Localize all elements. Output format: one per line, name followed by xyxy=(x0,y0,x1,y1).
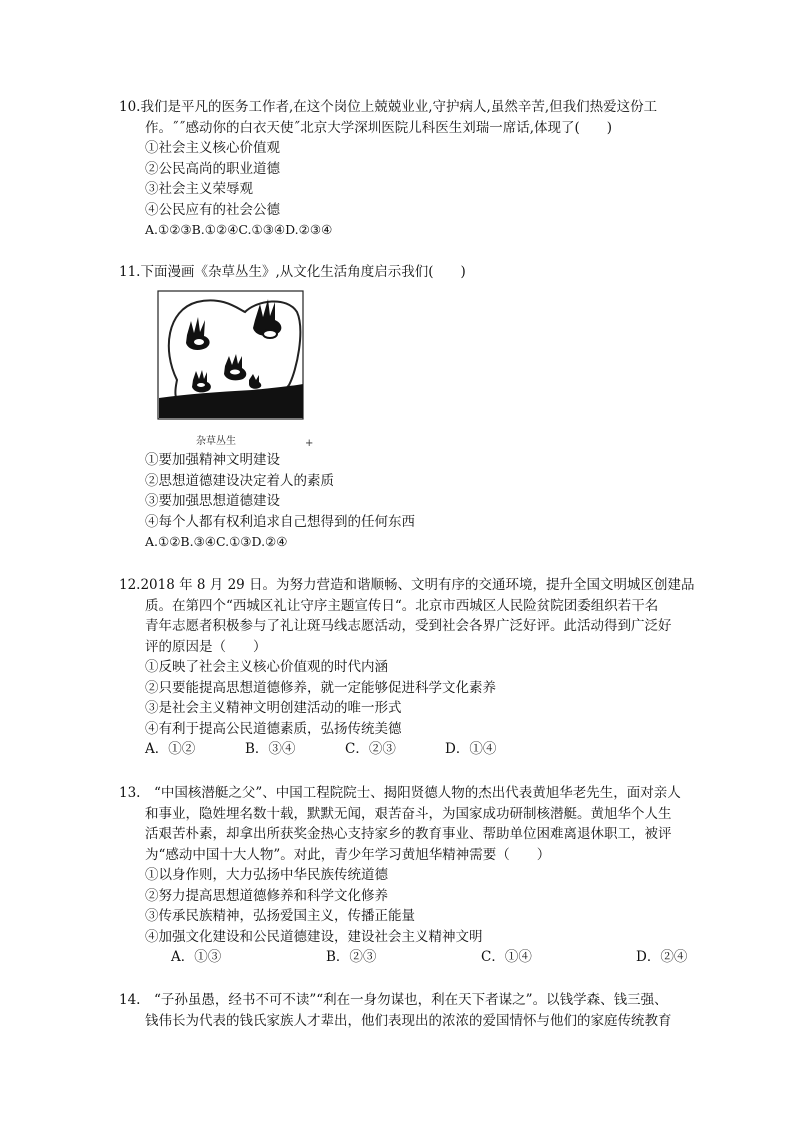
question-11-option-4: ④每个人都有权利追求自己想得到的任何东西 xyxy=(145,513,415,530)
question-12-option-2: ②只要能提高思想道德修养，就一定能够促进科学文化素养 xyxy=(145,679,496,696)
question-10-option-3: ③社会主义荣辱观 xyxy=(145,181,253,197)
question-12-choice-a: A．①② xyxy=(145,741,196,757)
question-10-answer-choices: A.①②③B.①②④C.①③④D.②③④ xyxy=(145,222,333,237)
question-12-answer-choices xyxy=(119,739,699,760)
question-11-answer-choices: A.①②B.③④C.①③D.②④ xyxy=(145,534,288,549)
question-12-option-4: ④有利于提高公民道德素质，弘扬传统美德 xyxy=(145,720,402,737)
question-12 xyxy=(119,575,699,760)
question-11-option-2: ②思想道德建设决定着人的素质 xyxy=(145,472,334,489)
question-10 xyxy=(119,97,699,241)
question-11-options xyxy=(119,450,699,553)
question-12-stem-line-1: 12.2018 年 8 月 29 日。为努力营造和谐顺畅、文明有序的交通环境，提升全国文明城区创建品 xyxy=(119,577,695,593)
question-12-stem-line-2: 质。在第四个“西城区礼让守序主题宣传日“。北京市西城区人民险贫院团委组织若干名 xyxy=(145,597,659,614)
cartoon-weeds-image xyxy=(157,290,307,448)
question-13-stem-line-3: 活艰苦朴素，却拿出所获奖金热心支持家乡的教育事业、帮助单位困难离退休职工，被评 xyxy=(145,826,672,842)
question-12-option-1: ①反映了社会主义核心价值观的时代内涵 xyxy=(145,659,388,675)
question-10-stem-line-2: 作。˝˝感动你的白衣天使˝北京大学深圳医院儿科医生刘瑞一席话,体现了( ) xyxy=(145,119,613,136)
cartoon-caption: 杂草丛生 xyxy=(196,436,236,447)
question-13-choice-c: C．①④ xyxy=(481,949,532,965)
cartoon-illustration xyxy=(157,290,307,430)
question-14 xyxy=(119,990,699,1031)
question-10-option-4: ④公民应有的社会公德 xyxy=(145,201,280,218)
question-10-stem-line-1: 10.我们是平凡的医务工作者,在这个岗位上兢兢业业,守护病人,虽然辛苦,但我们热爱这份工 xyxy=(119,99,658,115)
question-13-stem-line-2: 和事业，隐姓埋名数十载，默默无闻，艰苦奋斗，为国家成功研制核潜艇。黄旭华个人生 xyxy=(145,805,672,822)
question-12-option-3: ③是社会主义精神文明创建活动的唯一形式 xyxy=(145,700,402,716)
question-13-choice-b: B．②③ xyxy=(326,949,377,965)
question-14-stem-line-2: 钱伟长为代表的钱氏家族人才辈出，他们表现出的浓浓的爱国情怀与他们的家庭传统教育 xyxy=(145,1012,672,1029)
question-10-option-2: ②公民高尚的职业道德 xyxy=(145,160,280,177)
question-13-stem-line-1: 13. “中国核潜艇之父”、中国工程院院士、揭阳贤德人物的杰出代表黄旭华老先生，面对亲人 xyxy=(119,785,681,801)
question-11-stem: 11.下面漫画《杂草丛生》,从文化生活角度启示我们( ) xyxy=(119,264,466,280)
question-11 xyxy=(119,262,699,283)
small-plus-mark: + xyxy=(305,438,314,449)
question-13-option-3: ③传承民族精神，弘扬爱国主义，传播正能量 xyxy=(145,908,415,924)
question-13-option-1: ①以身作则，大力弘扬中华民族传统道德 xyxy=(145,867,388,883)
question-12-choice-c: C．②③ xyxy=(345,741,396,757)
question-11-option-1: ①要加强精神文明建设 xyxy=(145,452,280,468)
question-10-option-1: ①社会主义核心价值观 xyxy=(145,140,280,156)
question-12-choice-b: B．③④ xyxy=(245,741,296,757)
question-13-option-2: ②努力提高思想道德修养和科学文化修养 xyxy=(145,887,388,904)
question-14-stem-line-1: 14. “子孙虽愚，经书不可不读”“利在一身勿谋也，利在天下者谋之”。以钱学森、钱三强、 xyxy=(119,992,668,1008)
question-13 xyxy=(119,783,699,968)
question-11-option-3: ③要加强思想道德建设 xyxy=(145,493,280,509)
question-13-choice-a: A．①③ xyxy=(171,949,222,965)
question-13-stem-line-4: 为“感动中国十大人物”。对此，青少年学习黄旭华精神需要（ ） xyxy=(145,846,551,863)
question-12-stem-line-3: 青年志愿者积极参与了礼让斑马线志愿活动，受到社会各界广泛好评。此活动得到广泛好 xyxy=(145,618,672,634)
question-13-answer-choices xyxy=(119,947,699,968)
question-12-choice-d: D．①④ xyxy=(445,741,497,757)
question-13-choice-d: D．②④ xyxy=(636,949,688,965)
question-12-stem-line-4: 评的原因是（ ） xyxy=(145,638,267,655)
question-13-option-4: ④加强文化建设和公民道德建设，建设社会主义精神文明 xyxy=(145,928,483,945)
